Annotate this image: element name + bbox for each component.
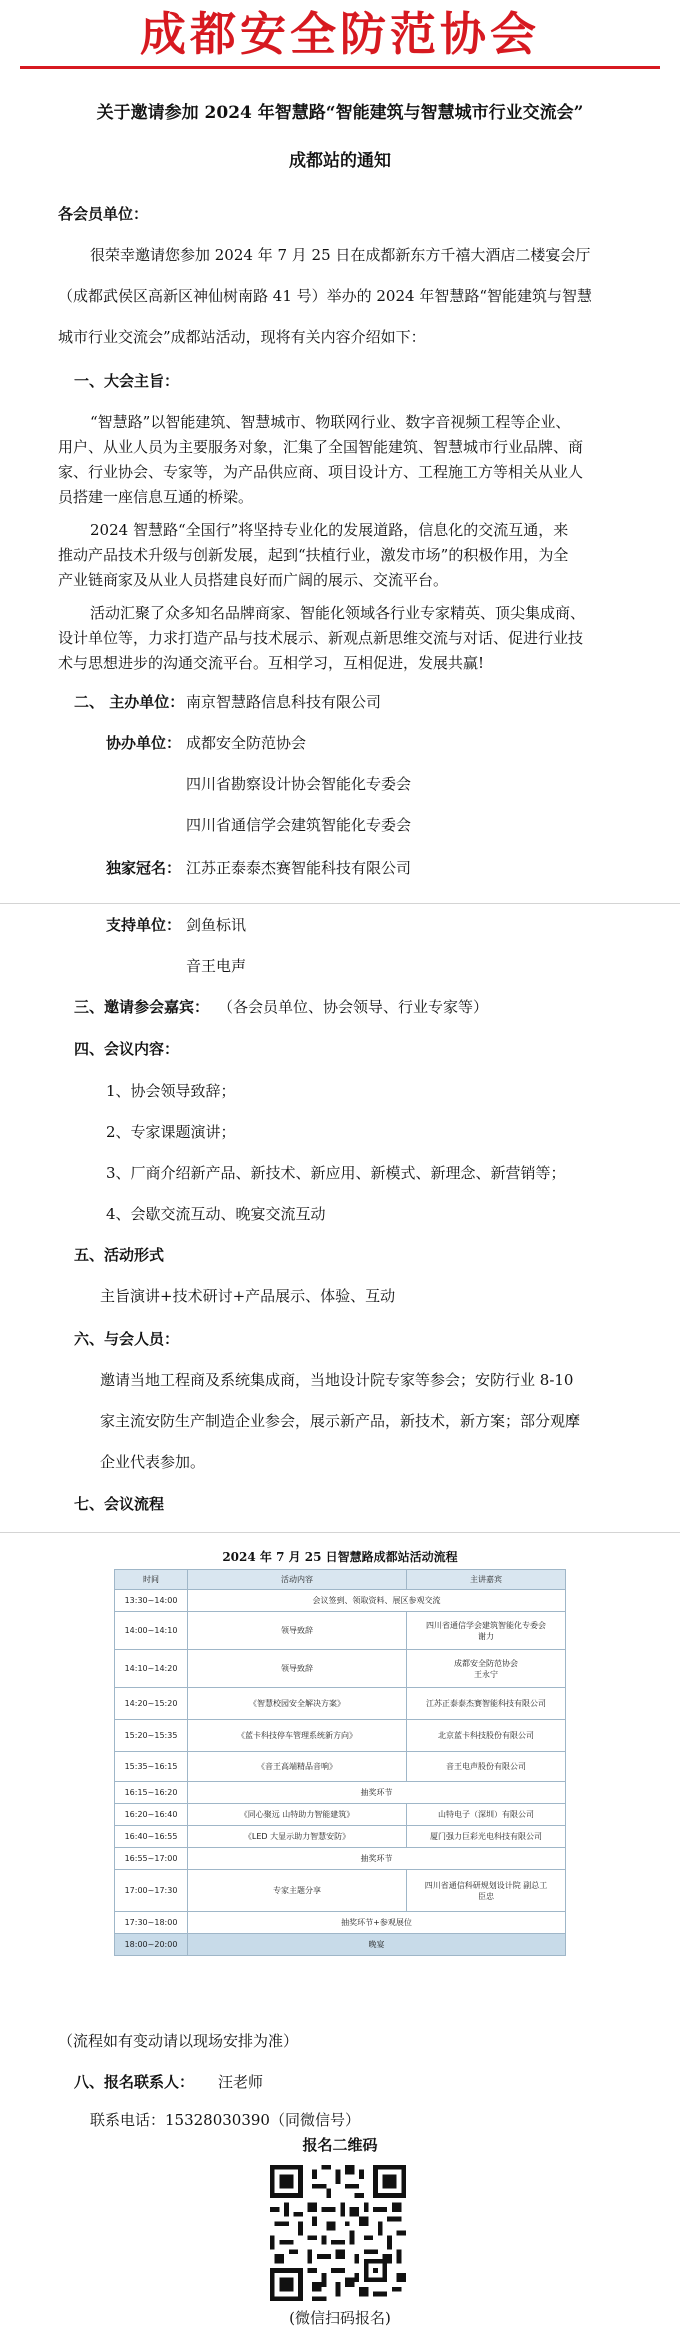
co-organizer-1: 成都安全防范协会 — [186, 734, 307, 752]
letterhead — [0, 0, 680, 70]
section6-line-1: 邀请当地工程商及系统集成商，当地设计院专家等参会；安防行业 8-10 — [100, 1371, 574, 1389]
qr-title: 报名二维码 — [302, 2136, 378, 2154]
section8-heading: 八、报名联系人： — [74, 2073, 195, 2091]
table-row: 16:15~16:20 抽奖环节 — [115, 1782, 566, 1804]
intro-line-2: （成都武侯区高新区神仙树南路 41 号）举办的 2024 年智慧路“智能建筑与智慧 — [58, 287, 593, 305]
section2-heading: 二、 主办单位： — [74, 693, 185, 711]
table-row: 13:30~14:00 会议签到、领取资料、展区参观交流 — [115, 1590, 566, 1612]
schedule-table — [114, 1569, 566, 1956]
table-row: 14:10~14:20 领导致辞 成都安全防范协会 王永宁 — [115, 1650, 566, 1688]
table-row: 16:20~16:40 《同心聚远 山特助力智能建筑》 山特电子（深圳）有限公司 — [115, 1804, 566, 1826]
intro-line-3: 城市行业交流会”成都站活动，现将有关内容介绍如下： — [58, 328, 426, 346]
co-organizer-2: 四川省勘察设计协会智能化专委会 — [186, 775, 412, 793]
salutation: 各会员单位： — [58, 205, 149, 223]
host-organizer: 南京智慧路信息科技有限公司 — [186, 693, 382, 711]
section1-p2-l1: 2024 智慧路“全国行”将坚持专业化的发展道路，信息化的交流互通，来 — [90, 521, 569, 539]
table-row: 17:30~18:00 抽奖环节+参观展位 — [115, 1912, 566, 1934]
section1-p3-l1: 活动汇聚了众多知名品牌商家、智能化领域各行业专家精英、顶尖集成商、 — [90, 604, 586, 622]
section7-heading: 七、会议流程 — [74, 1495, 165, 1513]
page-break — [0, 1532, 680, 1533]
table-row: 16:55~17:00 抽奖环节 — [115, 1848, 566, 1870]
table-row: 15:35~16:15 《音王高端精品音响》 音王电声股份有限公司 — [115, 1752, 566, 1782]
page-break — [0, 903, 680, 904]
co-organizer-3: 四川省通信学会建筑智能化专委会 — [186, 816, 412, 834]
agenda-item-1: 1、协会领导致辞； — [106, 1082, 236, 1100]
schedule-header-row — [115, 1570, 566, 1590]
section1-p3-l3: 术与思想进步的沟通交流平台。互相学习，互相促进，发展共赢! — [58, 654, 485, 672]
intro-line-1: 很荣幸邀请您参加 2024 年 7 月 25 日在成都新东方千禧大酒店二楼宴会厅 — [90, 246, 591, 264]
section1-heading: 一、大会主旨： — [74, 372, 180, 390]
letterhead-divider — [20, 66, 660, 69]
section6-heading: 六、与会人员： — [74, 1330, 180, 1348]
section4-heading: 四、会议内容： — [74, 1040, 180, 1058]
section6-line-2: 家主流安防生产制造企业参会，展示新产品，新技术，新方案；部分观摩 — [100, 1412, 581, 1430]
agenda-item-2: 2、专家课题演讲； — [106, 1123, 236, 1141]
table-row: 18:00~20:00 晚宴 — [115, 1934, 566, 1956]
table-row: 15:20~15:35 《蓝卡科技停车管理系统新方向》 北京蓝卡科技股份有限公司 — [115, 1720, 566, 1752]
supporter-1: 剑鱼标讯 — [186, 916, 247, 934]
table-row: 14:20~15:20 《智慧校园安全解决方案》 江苏正泰泰杰赛智能科技有限公司 — [115, 1688, 566, 1720]
title-sponsor: 江苏正泰泰杰赛智能科技有限公司 — [186, 859, 412, 877]
supporter-2: 音王电声 — [186, 957, 247, 975]
col-time: 时间 — [115, 1570, 188, 1590]
section6-line-3: 企业代表参加。 — [100, 1453, 206, 1471]
qr-code-icon[interactable] — [270, 2165, 406, 2301]
section1-p1-l3: 家、行业协会、专家等，为产品供应商、项目设计方、工程施工方等相关从业人 — [58, 463, 584, 481]
section5-text: 主旨演讲+技术研讨+产品展示、体验、互动 — [100, 1287, 396, 1305]
table-row: 14:00~14:10 领导致辞 四川省通信学会建筑智能化专委会 谢力 — [115, 1612, 566, 1650]
qr-caption: (微信扫码报名) — [289, 2309, 391, 2327]
section3-text: （各会员单位、协会领导、行业专家等） — [218, 998, 489, 1016]
contact-phone: 联系电话：15328030390（同微信号） — [90, 2111, 360, 2129]
table-row: 17:00~17:30 专家主题分享 四川省通信科研规划设计院 副总工 臣忠 — [115, 1870, 566, 1912]
contact-name: 汪老师 — [218, 2073, 264, 2091]
agenda-item-3: 3、厂商介绍新产品、新技术、新应用、新模式、新理念、新营销等； — [106, 1164, 566, 1182]
section3-heading: 三、邀请参会嘉宾： — [74, 998, 210, 1016]
table-row: 16:40~16:55 《LED 大显示助力智慧安防》 厦门强力巨彩光电科技有限公司 — [115, 1826, 566, 1848]
co-organizer-label: 协办单位： — [106, 734, 182, 752]
org-name: 成都安全防范协会 — [140, 7, 540, 61]
title-sponsor-label: 独家冠名： — [106, 859, 182, 877]
agenda-item-4: 4、会歇交流互动、晚宴交流互动 — [106, 1205, 326, 1223]
col-speaker: 主讲嘉宾 — [407, 1570, 566, 1590]
section1-p2-l3: 产业链商家及从业人员搭建良好而广阔的展示、交流平台。 — [58, 571, 449, 589]
support-label: 支持单位： — [106, 916, 182, 934]
section1-p1-l4: 员搭建一座信息互通的桥梁。 — [58, 488, 254, 506]
col-content: 活动内容 — [188, 1570, 407, 1590]
notice-title-line2: 成都站的通知 — [289, 151, 391, 171]
section1-p3-l2: 设计单位等，力求打造产品与技术展示、新观点新思维交流与对话、促进行业技 — [58, 629, 584, 647]
section1-p2-l2: 推动产品技术升级与创新发展，起到“扶植行业，激发市场”的积极作用，为全 — [58, 546, 569, 564]
schedule-title: 2024 年 7 月 25 日智慧路成都站活动流程 — [222, 1550, 458, 1564]
notice-title-line1: 关于邀请参加 2024 年智慧路“智能建筑与智慧城市行业交流会” — [96, 103, 584, 123]
section5-heading: 五、活动形式 — [74, 1246, 165, 1264]
section1-p1-l1: “智慧路”以智能建筑、智慧城市、物联网行业、数字音视频工程等企业、 — [90, 413, 571, 431]
section1-p1-l2: 用户、从业人员为主要服务对象，汇集了全国智能建筑、智慧城市行业品牌、商 — [58, 438, 584, 456]
schedule-note: （流程如有变动请以现场安排为准） — [58, 2032, 299, 2050]
